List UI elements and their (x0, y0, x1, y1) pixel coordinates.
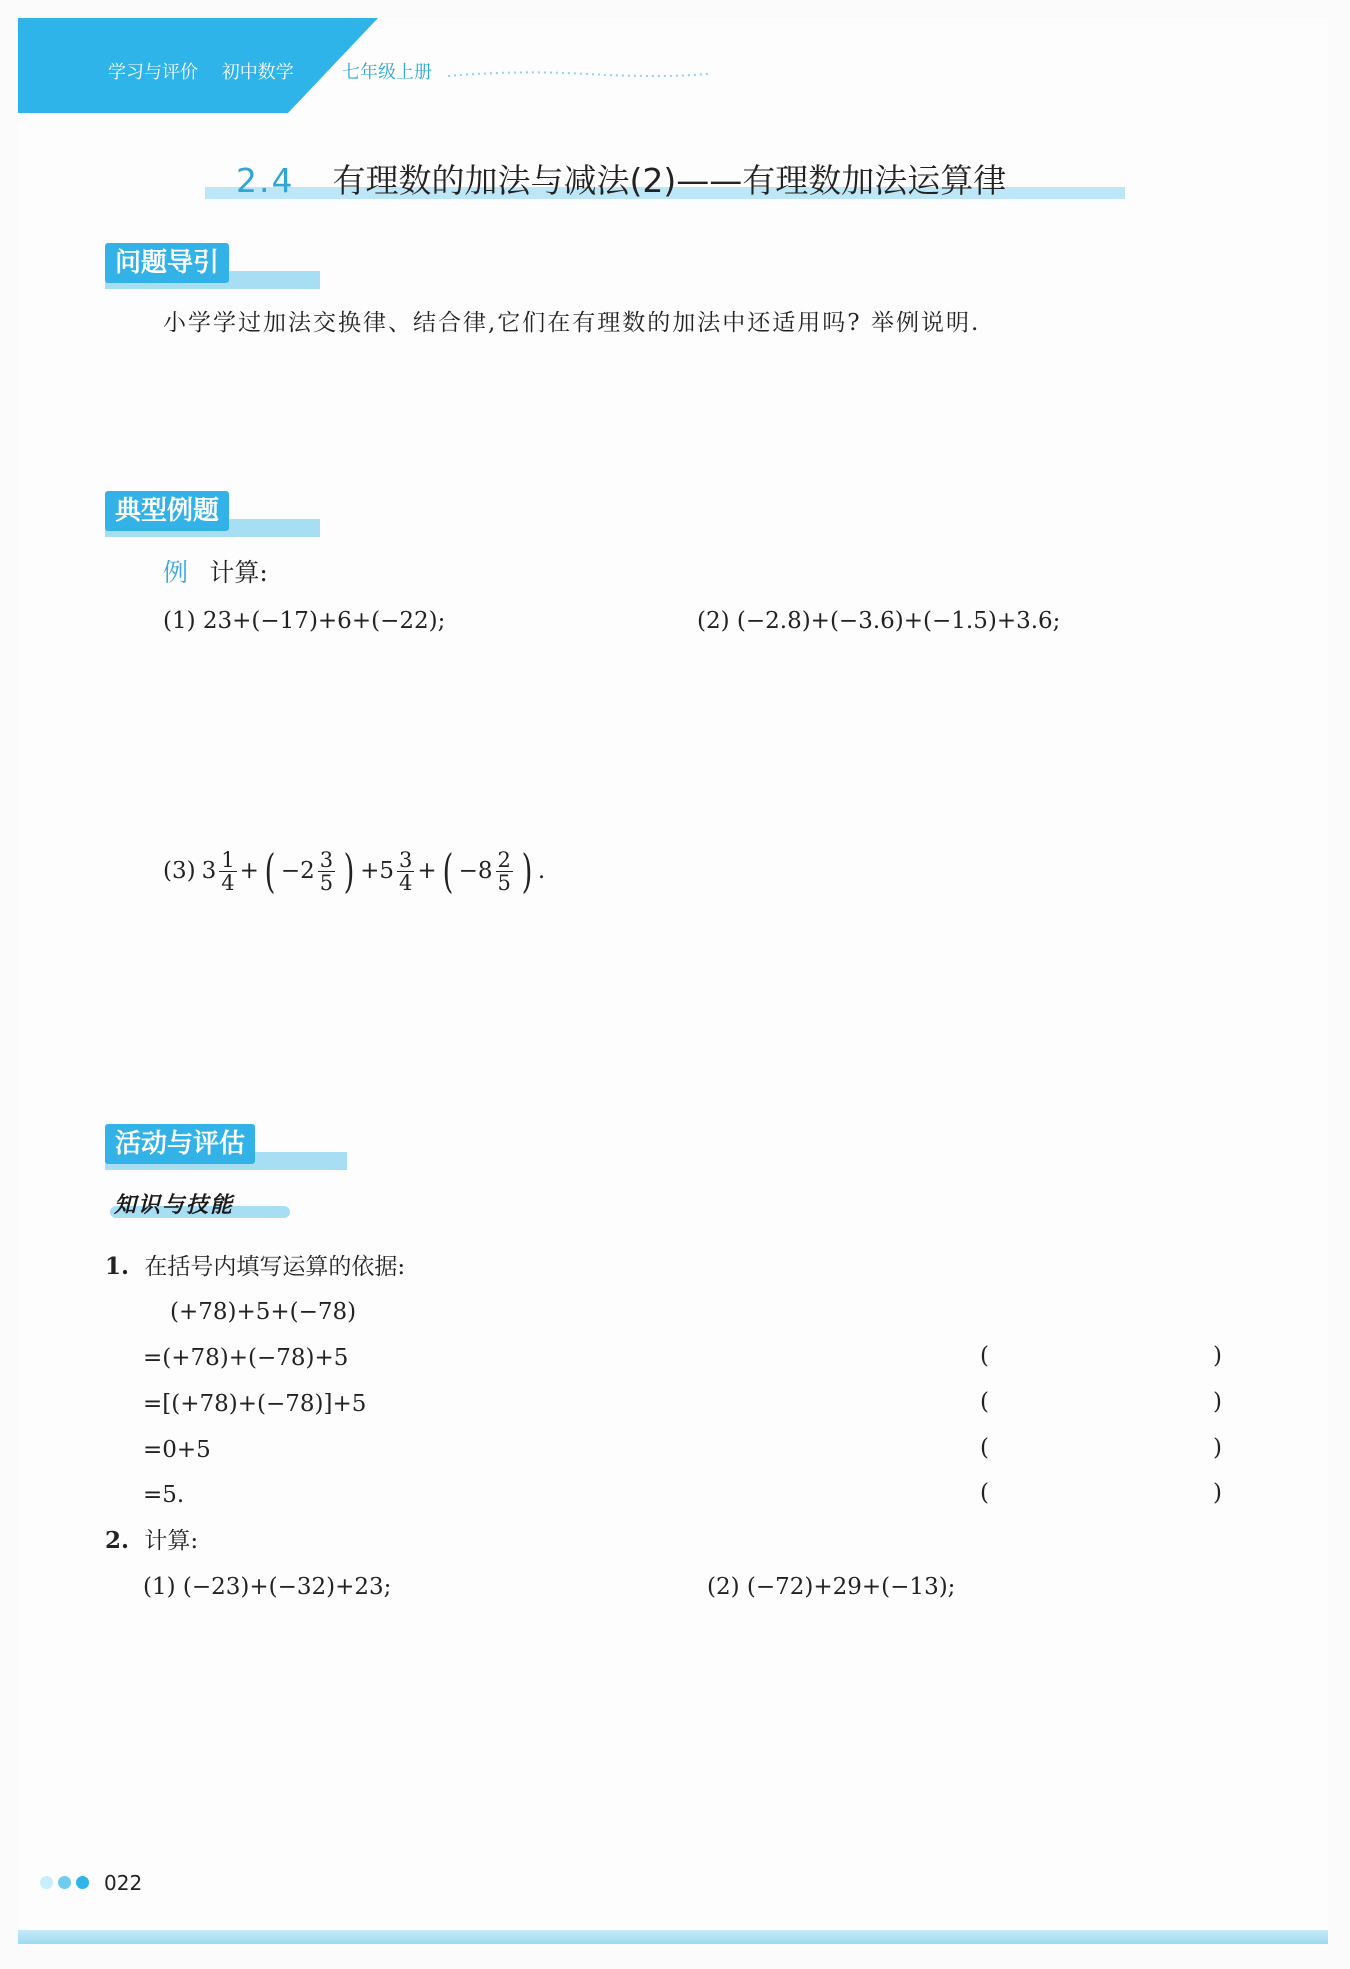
step-line-0: (+78)+5+(−78) (170, 1299, 357, 1325)
step-line-2: =[(+78)+(−78)]+5 (143, 1391, 367, 1417)
fraction-2: $\frac{3}{5}$ (319, 847, 334, 895)
answer-blank-close-4: ) (1213, 1480, 1222, 1506)
q3-prefix: (3) (163, 858, 196, 884)
section-title: 问题导引 (105, 243, 229, 283)
exercise-1-heading (105, 1252, 405, 1282)
example-heading (163, 558, 268, 589)
answer-blank-open-3: ( (980, 1435, 989, 1461)
intro-question: 小学学过加法交换律、结合律,它们在有理数的加法中还适用吗? 举例说明. (163, 310, 981, 336)
section-title: 活动与评估 (105, 1124, 255, 1164)
grade-label: 七年级上册 (342, 62, 432, 83)
footer-dots (40, 1876, 89, 1889)
step-line-4: =5. (143, 1482, 185, 1508)
exercise-number: 2. (105, 1527, 130, 1554)
example-marker: 例 (163, 558, 189, 587)
example-q3: (3) 3 $\frac{1}{4}$ + ( −2 $\frac{3}{5}$ ) + 5 $\frac{3}{4}$ + ( −8 $\frac{2}{5}$ ) . (163, 844, 546, 898)
page-title (236, 155, 1006, 202)
header-series (108, 58, 312, 84)
step-line-1: =(+78)+(−78)+5 (143, 1345, 349, 1371)
q3-whole-2: −2 (280, 858, 315, 884)
section-title: 典型例题 (105, 491, 229, 531)
example-q1: (1) 23+(−17)+6+(−22); (163, 608, 446, 634)
header-dotted-line (448, 68, 708, 80)
section-example-label (105, 491, 320, 537)
fraction-1: $\frac{1}{4}$ (221, 847, 235, 895)
section-number: 2.4 (236, 161, 295, 200)
subject-name: 初中数学 (221, 62, 294, 83)
bottom-bar (18, 1930, 1328, 1944)
answer-blank-close-3: ) (1213, 1435, 1222, 1461)
example-q2: (2) (−2.8)+(−3.6)+(−1.5)+3.6; (697, 608, 1061, 634)
exercise-2-q2: (2) (−72)+29+(−13); (707, 1574, 956, 1600)
exercise-2-heading (105, 1526, 198, 1556)
answer-blank-close-1: ) (1213, 1343, 1222, 1369)
step-line-3: =0+5 (143, 1437, 211, 1463)
answer-blank-open-4: ( (980, 1480, 989, 1506)
q3-whole-3: 5 (379, 858, 394, 884)
example-prompt: 计算: (209, 558, 268, 587)
page-number: 022 (104, 1871, 143, 1895)
fraction-4: $\frac{2}{5}$ (497, 847, 511, 895)
title-text: 有理数的加法与减法(2)——有理数加法运算律 (332, 161, 1007, 200)
section-activity-label (105, 1124, 347, 1170)
exercise-number: 1. (105, 1253, 130, 1280)
series-name: 学习与评价 (108, 62, 198, 83)
subsection-title: 知识与技能 (114, 1193, 235, 1218)
section-intro-label (105, 243, 320, 289)
exercise-prompt: 计算: (144, 1528, 199, 1554)
answer-blank-open-1: ( (980, 1343, 989, 1369)
q3-whole-1: 3 (201, 858, 217, 884)
fraction-3: $\frac{3}{4}$ (399, 847, 413, 895)
subsection-knowledge (110, 1188, 234, 1220)
answer-blank-open-2: ( (980, 1389, 989, 1415)
q3-whole-4: −8 (458, 858, 493, 884)
exercise-2-q1: (1) (−23)+(−32)+23; (143, 1574, 392, 1600)
answer-blank-close-2: ) (1213, 1389, 1222, 1415)
exercise-prompt: 在括号内填写运算的依据: (144, 1254, 406, 1280)
